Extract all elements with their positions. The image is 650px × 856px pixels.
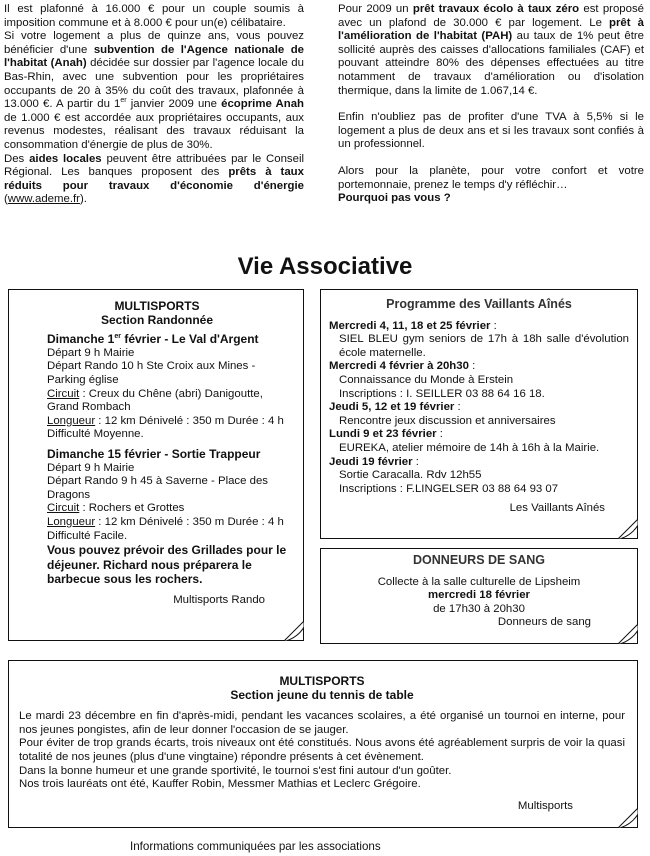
vaillants-box [320,289,638,539]
date-text: Lundi 9 et 23 février [329,428,437,441]
vaillants-item-text: Sortie Caracalla. Rdv 12h55 Inscriptions : F.LINGELSER 03 88 64 93 07 [339,469,559,495]
right-article-column [338,3,644,206]
page-curl-icon [618,808,638,828]
randonnee-box [8,289,304,641]
text-run: Des [4,152,30,165]
text-run: février - Le Val d'Argent [120,332,259,347]
text-run: est proposé avec un plafond de 30.000 € par logement. Le [338,3,644,29]
vaillants-item-text: SIEL BLEU gym seniors de 17h à 18h salle d'évolution école maternelle. [339,333,629,359]
text-run: ). [79,193,87,206]
date-suffix: : [490,319,497,332]
text-run: Longueur [47,414,96,427]
ademe-link[interactable]: www.ademe.fr [7,193,80,206]
randonnee-title-2: Section Randonnée [100,312,213,327]
date-text: Jeudi 19 février [329,455,413,468]
vaillants-list [329,320,629,497]
date-text: Jeudi 5, 12 et 19 février [329,401,455,414]
event-2-line-4 [23,516,291,530]
event-2-title: Dimanche 15 février - Sortie Trappeur [47,446,261,461]
page-curl-icon [284,621,304,641]
vaillants-item-date [329,428,629,442]
date-suffix: : [436,428,443,441]
event-1-title [23,333,291,347]
vaillants-item-text: Connaissance du Monde à Erstein Inscriptions : I. SEILLER 03 88 64 16 18. [339,373,545,400]
event-2-line-2: Départ Rando 9 h 45 à Saverne - Place des Dragons [47,475,268,501]
date-suffix: : [468,360,476,373]
vaillants-item-date [329,401,629,415]
text-run: : Creux du Chêne (abri) Danigoutte, Grand Rombach [47,387,263,414]
right-paragraph-2: Enfin n'oubliez pas de profiter d'une TVA à 5,5% si le logement a plus de deux ans et si les travaux sont confiés à un professionnel. [338,111,644,151]
superscript: er [120,97,127,105]
vaillants-item-text: Rencontre jeux discussion et anniversaires [339,414,556,427]
left-paragraph-1: Il est plafonné à 16.000 € pour un couple soumis à imposition commune et à 8.000 € pour un(e) célibataire. [4,3,304,29]
event-2-line-1: Départ 9 h Mairie [47,461,135,474]
footer-note: Informations communiquées par les associations [130,840,381,853]
page-curl-icon [618,624,638,644]
right-paragraph-4: Pourquoi pas vous ? [338,192,451,205]
section-title: Vie Associative [237,253,413,280]
event-2-line-3 [23,502,291,516]
text-run: Si votre logement a plus de quinze ans, vous pouvez bénéficier d'une [4,30,304,56]
text-run: peuvent être attribuées par le Conseil Régional. Les banques proposent des [4,152,305,179]
text-run: : Rochers et Grottes [79,502,185,515]
left-paragraph-3 [4,153,304,207]
text-run: ( [4,193,8,206]
tennis-paragraph-3: Dans la bonne humeur et une grande sportivité, le tournoi s'est fini autour d'un goûter. [19,764,452,777]
text-run: Pour 2009 un [338,3,413,15]
vaillants-item-date [329,360,629,374]
text-run: Longueur [47,515,96,528]
tennis-paragraph-4: Nos trois lauréats ont été, Kauffer Robin, Messmer Mathias et Leclerc Grégoire. [19,778,421,791]
left-paragraph-2 [4,30,304,152]
text-run: au taux de 1% peut être sollicité auprès des caisses d'allocations familiales (CAF) et pouvant atteindre 80% des dépenses effectuées au titre notamment de travaux d'amélioration ou d'isolation thermique, dans la limite de 1.067,14 €. [338,30,644,97]
randonnee-signature: Multisports Rando [173,594,265,607]
event-1-line-3 [23,388,291,415]
donneurs-signature: Donneurs de sang [497,616,591,629]
anah-subsidy-text: subvention de l'Agence nationale de l'habitat (Anah) [4,43,304,70]
text-run: : 12 km Dénivelé : 350 m Durée : 4 h [95,414,284,427]
zero-rate-loan-text: prêt travaux écolo à taux zéro [412,3,580,15]
donneurs-line-3: de 17h30 à 20h30 [433,602,525,615]
vaillants-item-text: EUREKA, atelier mémoire de 14h à 16h à la Mairie. [339,441,600,454]
date-suffix: : [454,401,461,414]
donneurs-line-1: Collecte à la salle culturelle de Lipsheim [377,575,581,588]
event-1-line-5: Difficulté Moyenne. [47,428,144,441]
text-run: décidée sur dossier par l'agence locale du Bas-Rhin, avec une subvention pour les propriétaires occupants de 20 à 35% du coût des travaux, plafonnée à 13.000 €. A partir du 1 [4,57,304,111]
vaillants-signature: Les Vaillants Aînés [509,502,605,515]
vaillants-item-date [329,320,629,334]
right-paragraph-1 [338,3,644,98]
text-run: Dimanche 1 [47,332,115,347]
tennis-title-2: Section jeune du tennis de table [230,687,414,702]
date-text: Mercredi 4, 11, 18 et 25 février [329,319,491,332]
event-1-line-4 [23,415,291,429]
left-article-column [4,3,304,207]
date-text: Mercredi 4 février à 20h30 [329,360,469,373]
text-run: : 12 km Dénivelé : 350 m Durée : 4 h [95,515,284,528]
tennis-paragraph-1: Le mardi 23 décembre en fin d'après-midi, pendant les vacances scolaires, a été organisé un tournoi en interne, pour nos jeunes pongistes, afin de leur donner l'occasion de se jauger. [19,710,625,736]
grill-note: Vous pouvez prévoir des Grillades pour le déjeuner. Richard nous préparera le barbecue sous les rochers. [47,543,287,586]
text-run: Circuit [47,502,80,515]
donneurs-box [320,548,638,644]
randonnee-title-1: MULTISPORTS [114,299,200,313]
text-run: Circuit [47,387,80,400]
tennis-paragraph-2: Pour éviter de trop grands écarts, trois niveaux ont été constitués. Nous avons été agréablement surpris de voir la quasi totalité de nos jeunes (plus d'une vingtaine) répondre présents à cet évènement. [19,737,625,763]
ecoprime-text: écoprime Anah [221,98,304,111]
page-curl-icon [618,519,638,539]
tennis-box [8,660,638,828]
text-run: de 1.000 € est accordée aux propriétaires occupants, aux revenus modestes, réalisant des travaux réduisant la consommation d'énergie de plus de 30%. [4,111,304,151]
vaillants-item-date [329,456,629,470]
right-paragraph-3: Alors pour la planète, pour votre confort et votre portemonnaie, prenez le temps d'y réfléchir… [338,164,644,191]
text-run: janvier 2009 une [126,98,222,111]
donneurs-line-2: mercredi 18 février [428,589,530,602]
local-aid-text: aides locales [29,152,102,165]
event-1-line-2: Départ Rando 10 h Ste Croix aux Mines - Parking église [47,360,256,386]
donneurs-title: DONNEURS DE SANG [413,553,545,567]
tennis-signature: Multisports [517,799,573,812]
superscript: er [114,333,121,341]
vaillants-title: Programme des Vaillants Aînés [386,297,572,311]
event-2-line-5: Difficulté Facile. [47,529,128,542]
date-suffix: : [412,455,419,468]
reduced-rate-loans-text: prêts à taux réduits pour travaux d'économie d'énergie [4,166,304,192]
tennis-title-1: MULTISPORTS [279,674,365,688]
pah-loan-text: prêt à l'amélioration de l'habitat (PAH) [338,16,644,43]
event-1-line-1: Départ 9 h Mairie [47,346,135,359]
